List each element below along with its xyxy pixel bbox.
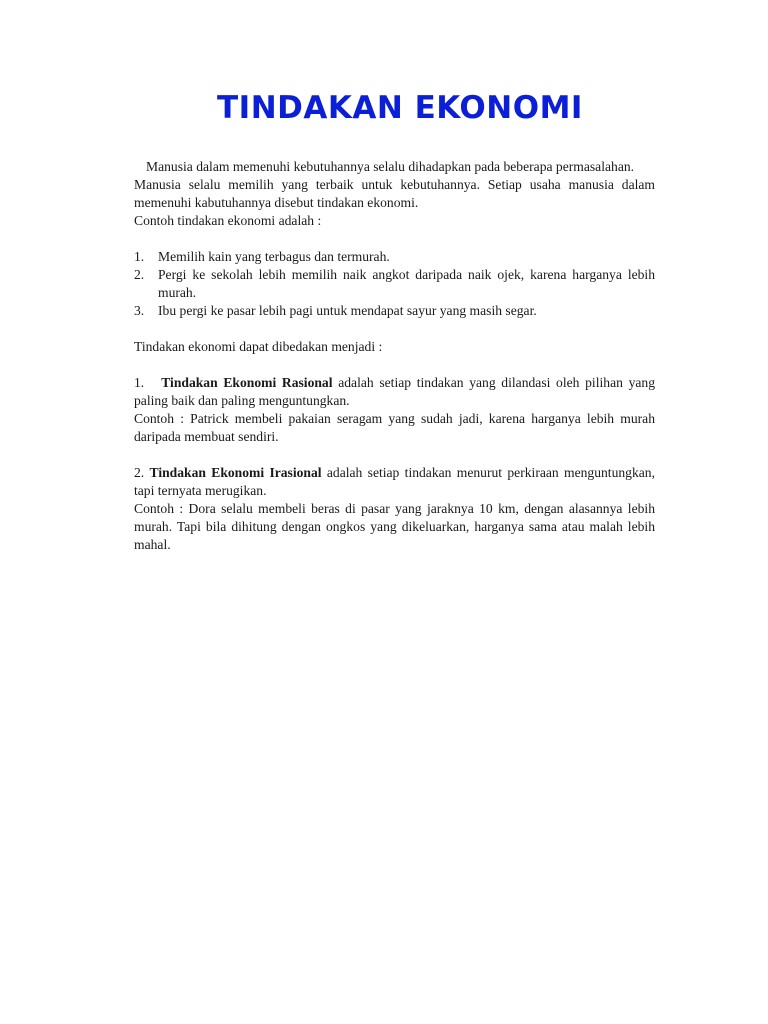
type-rasional-paragraph <box>134 374 655 410</box>
type-definition: adalah setiap tindakan menurut perkiraan menguntungkan, tapi ternyata merugikan. <box>134 465 655 498</box>
type-term: Tindakan Ekonomi Rasional <box>161 375 333 390</box>
list-item-text: Ibu pergi ke pasar lebih pagi untuk mendapat sayur yang masih segar. <box>158 303 537 318</box>
spacer <box>134 356 655 374</box>
list-item <box>134 302 655 320</box>
list-number: 1. <box>134 249 145 264</box>
examples-list <box>134 248 655 320</box>
document-body <box>134 158 655 554</box>
type-term: Tindakan Ekonomi Irasional <box>149 465 322 480</box>
type-irasional-paragraph <box>134 464 655 500</box>
list-number: 3. <box>134 303 145 318</box>
list-item <box>134 248 655 266</box>
spacer <box>134 446 655 464</box>
type-rasional-example: Contoh : Patrick membeli pakaian seragam yang sudah jadi, karena harganya lebih murah daripada membuat sendiri. <box>134 411 655 444</box>
list-item <box>134 266 655 302</box>
intro-paragraph-3: Contoh tindakan ekonomi adalah : <box>134 213 322 228</box>
intro-paragraph-2: Manusia selalu memilih yang terbaik untuk kebutuhannya. Setiap usaha manusia dalam memenuhi kabutuhannya disebut tindakan ekonomi. <box>134 177 655 210</box>
page-title: TINDAKAN EKONOMI <box>217 90 583 126</box>
list-item-text: Pergi ke sekolah lebih memilih naik angkot daripada naik ojek, karena harganya lebih murah. <box>158 267 655 300</box>
spacer <box>134 230 655 248</box>
type-number: 1. <box>134 375 145 390</box>
list-item-text: Memilih kain yang terbagus dan termurah. <box>158 249 390 264</box>
types-intro-paragraph: Tindakan ekonomi dapat dibedakan menjadi : <box>134 339 383 354</box>
intro-paragraph-1: Manusia dalam memenuhi kebutuhannya selalu dihadapkan pada beberapa permasalahan. <box>146 159 635 174</box>
list-number: 2. <box>134 267 145 282</box>
type-number: 2. <box>134 465 145 480</box>
spacer <box>134 320 655 338</box>
type-irasional-example: Contoh : Dora selalu membeli beras di pasar yang jaraknya 10 km, dengan alasannya lebih murah. Tapi bila dihitung dengan ongkos yang dikeluarkan, harganya sama atau malah lebih mahal. <box>134 501 655 552</box>
type-definition: adalah setiap tindakan yang dilandasi oleh pilihan yang paling baik dan paling menguntungkan. <box>134 375 655 408</box>
